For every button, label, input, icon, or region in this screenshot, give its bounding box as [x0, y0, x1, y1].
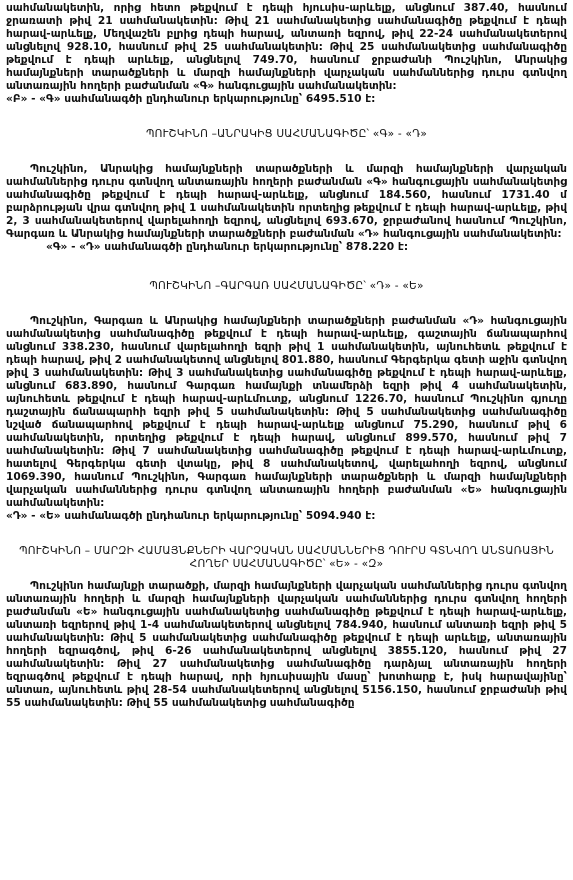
spacer — [6, 141, 567, 163]
section-body-g-d: Պուշկինո, Անրակից համայնքների տարածքների և մարզի համայնքների վարչական սահմաններից դուրս գտնվող անտառային հողերի բաժանման «Գ» հանգուցային սահմանակետից սահմանագիծը թեքվում է դեպի հարավ-արևելք, անցնում 184.560, հասնում 1731.40 մ բարձրության վրա գտնվող թիվ 1 սահմանակետին որտեղից թեքվում է դեպի հարավ-արևելք, թիվ 2, 3 սահմանակետերով վարելահողի եզրով, անցնելով 693.670, ջրբաժանով հասնում Պուշկինո, Գարգառ և Անրակից համայնքների տարածքների բաժանման «Դ» հանգուցային սահմանակետին: — [6, 163, 567, 240]
spacer — [6, 106, 567, 128]
spacer — [6, 293, 567, 315]
spacer — [6, 254, 567, 280]
section-total-g-d: «Գ» - «Դ» սահմանագծի ընդհանուր երկարությունը՝ 878.220 է: — [46, 241, 409, 253]
intro-continuation-paragraph: սահմանակետին, որից հետո թեքվում է դեպի հյուսիս-արևելք, անցնում 387.40, հասնում ջրառատի թիվ 21 սահմանակետին: Թիվ 21 սահմանակետից սահմանագիծը թեքվում է դեպի հարավ-արևելք, Մեղվաշեն բլրից դեպի հարավ, անտառի եզրով, թիվ 22-24 սահմանակետերով անցնելով 928.10, հասնում թիվ 25 սահմանակետին: Թիվ 25 սահմանակետից սահմանագիծը թեքվում է դեպի արևելք, անցնելով 749.70, հասնում ջրբաժանի Պուշկինո, Անրակից համայնքների տարածքների և մարզի համայնքների վարչական սահմաններից դուրս գտնվող անտառային հողերի բաժանման «Գ» հանգուցային սահմանակետին: — [6, 2, 567, 92]
spacer — [6, 523, 567, 545]
document-page — [6, 2, 567, 878]
section-heading-d-e: ՊՈՒՇԿԻՆՈ –ԳԱՐԳԱՌ ՍԱՀՄԱՆԱԳԻԾԸ՝ «Դ» - «Ե» — [149, 280, 424, 292]
section-heading-g-d: ՊՈՒՇԿԻՆՈ –ԱՆՐԱԿԻՑ ՍԱՀՄԱՆԱԳԻԾԸ՝ «Գ» - «Դ» — [145, 128, 428, 140]
section-body-d-e: Պուշկինո, Գարգառ և Անրակից համայնքների տարածքների բաժանման «Դ» հանգուցային սահմանակետից սահմանագիծը թեքվում է դեպի հարավ-արևելք, գաշտային ճանապարհով անցնում 338.230, հասնում վարելահողի եզրի թիվ 1 սահմանակետին, այնուհետև թեքվում է դեպի հարավ, թիվ 2 սահմանակետով անցնելով 801.880, հասնում Գերգերկա գետի աջին գտնվող թիվ 3 սահմանակետին: Թիվ 3 սահմանակետից սահմանագիծը թեքվում է դեպի հարավ-արևելք, անցնում 683.890, հասնում Գարգառ համայնքի տնամերձի եզրի թիվ 4 սահմանակետին, այնուհետև թեքվում է դեպի հարավ-արևմուտք, անցնում 1226.70, հասնում Պուշկինո գյուղը դաշտային ճանապարհի եզրի թիվ 5 սահմանակետին: Թիվ 5 սահմանակետից սահմանագիծը նշված ճանապարհով թեքվում է դեպի հարավ-արևելք անցնում 75.290, հասնում թիվ 6 սահմանակետին, որտեղից թեքվում է դեպի հարավ, անցնում 899.570, հասնում թիվ 7 սահմանակետին: Թիվ 7 սահմանակետից սահմանագիծը թեքվում է դեպի հարավ-արևմուտք, հատելով Գերգերկա գետի վտակը, թիվ 8 սահմանակետով, վարելահողի եզրով, անցնում 1069.390, հասնում Պուշկինո, Գարգառ համայնքների տարածքների և մարզի համայնքների վարչական սահմաններից դուրս գտնվող անտառային հողերի բաժանման «Ե» հանգուցային սահմանակետին: — [6, 315, 567, 509]
spacer — [6, 571, 567, 580]
section-heading-e-z: ՊՈՒՇԿԻՆՈ – ՄԱՐԶԻ ՀԱՄԱՅՆՔՆԵՐԻ ՎԱՐՉԱԿԱՆ ՍԱՀՄԱՆՆԵՐԻՑ ԴՈՒՐՍ ԳՏՆՎՈՂ ԱՆՏԱՌԱՅԻՆ ՀՈՂԵՐ ՍԱՀՄԱՆԱԳԻԾԸ՝ «Ե» - «Զ» — [19, 545, 554, 570]
intro-total-length: «Բ» - «Գ» սահմանագծի ընդհանուր երկարությունը՝ 6495.510 է: — [6, 93, 376, 105]
section-total-d-e: «Դ» - «Ե» սահմանագծի ընդհանուր երկարությունը՝ 5094.940 է: — [6, 510, 376, 522]
section-body-e-z: Պուշկինո համայնքի տարածքի, մարզի համայնքների վարչական սահմաններից դուրս գտնվող անտառային հողերի և մարզի համայնքների վարչական սահմաններից դուրս գտնվող հողերի բաժանման «Ե» հանգուցային սահմանակետից սահմանագիծը թեքվում է դեպի հարավ-արևելք, անտառի եզրերով թիվ 1-4 սահմանակետերով անցնելով 784.940, հասնում անտառի եզրի թիվ 5 սահմանակետին: Թիվ 5 սահմանակետից սահմանագիծը թեքվում է դեպի արևելք, անտառային հողերի եզրագծով, թիվ 6-26 սահմանակետերով անցնելով 3855.120, հասնում թիվ 27 սահմանակետին: Թիվ 27 սահմանակետից սահմանագիծը դարձյալ անտառային հողերի եզրագծով թեքվում է դեպի հարավ, որի հյուսիսային մասը՝ խոտհարք է, իսկ հարավայինը՝ անտառ, այնուհետև թիվ 28-54 սահմանակետերով անցնելով 5156.150, հասնում ջրբաժանի թիվ 55 սահմանակետին: Թիվ 55 սահմանակետից սահմանագիծը — [6, 580, 567, 709]
